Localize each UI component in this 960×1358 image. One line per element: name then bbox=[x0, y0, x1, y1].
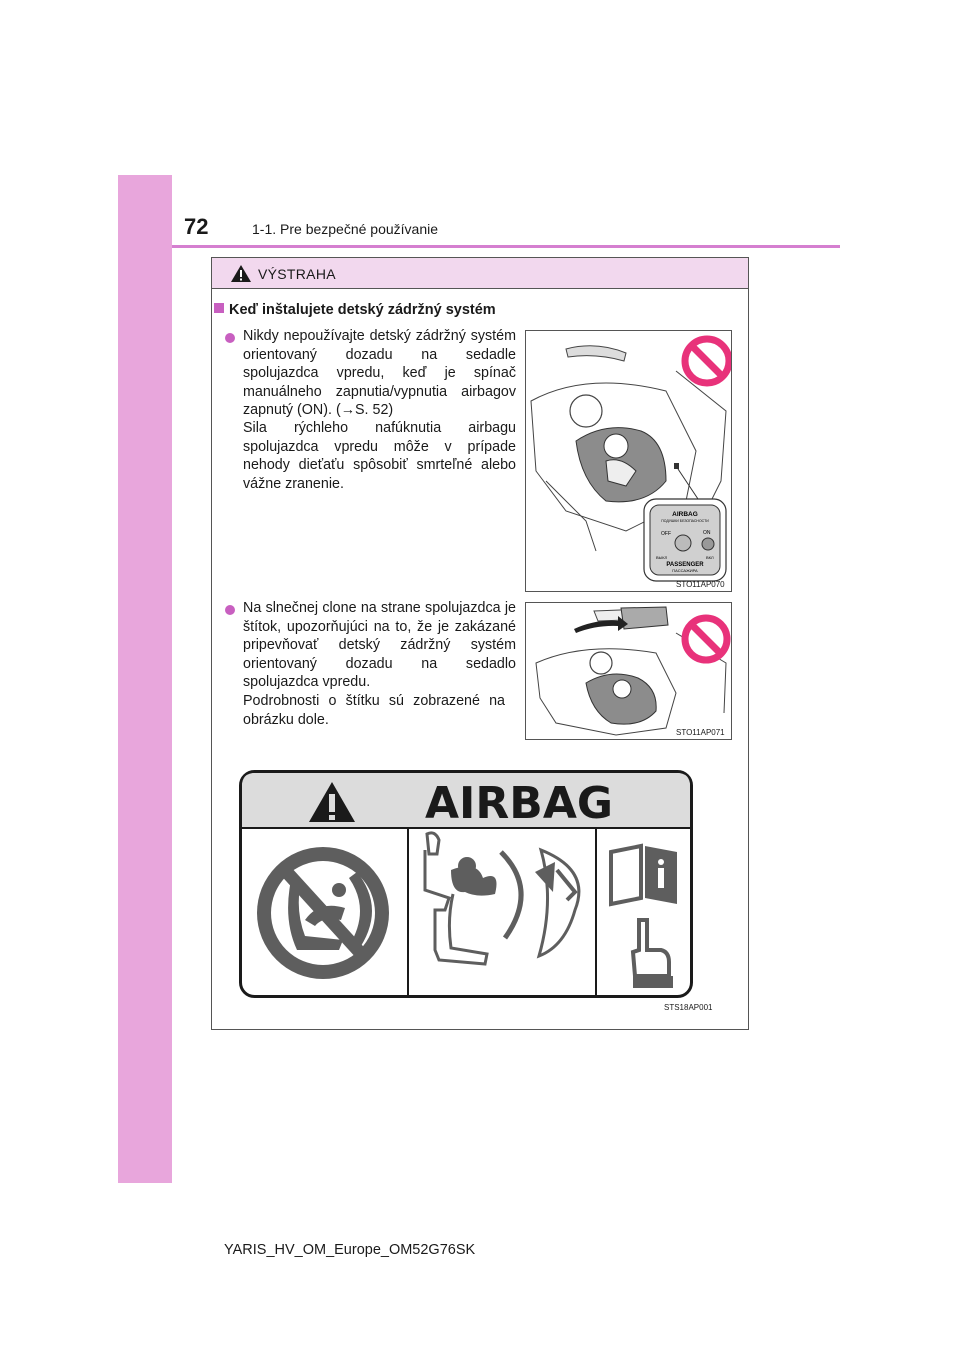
no-rear-facing-seat-icon bbox=[257, 847, 389, 979]
figure2-code: STO11AP071 bbox=[676, 728, 725, 737]
warning-subheading-text: Keď inštalujete detský zádržný systém bbox=[229, 302, 496, 318]
warning-subheading bbox=[214, 302, 496, 318]
switch-label-off: OFF bbox=[661, 531, 671, 537]
airbag-label-title: AIRBAG bbox=[424, 778, 614, 829]
bullet-dot-icon bbox=[225, 333, 235, 343]
bullet2-text: Na slnečnej clone na strane spolujazdca je štítok, upozorňujúci na to, že je zakázané pripevňovať detský zádržný systém orientovaný dozadu na sedadlo spolujazdca vpredu. bbox=[243, 600, 516, 690]
airbag-warning-label bbox=[239, 770, 693, 998]
bullet1-text: Nikdy nepoužívajte detský zádržný systém orientovaný dozadu na sedadle spolujazdca vpredu, keď je spínač manuálneho zapnutia/vypnutia airbagov zapnutý (ON). (→S. 52) bbox=[243, 328, 516, 418]
bullet2-note: Podrobnosti o štítku sú zobrazené na obrázku dole. bbox=[243, 693, 505, 728]
warning-title: VÝSTRAHA bbox=[258, 266, 336, 282]
header-rule bbox=[172, 245, 840, 248]
chapter-side-tab bbox=[118, 175, 172, 1183]
switch-label-airbag-ru: ПОДУШКИ БЕЗОПАСНОСТИ bbox=[661, 519, 709, 523]
section-title: 1-1. Pre bezpečné používanie bbox=[252, 221, 439, 237]
warning-header bbox=[212, 258, 748, 289]
figure-child-seat-warning bbox=[525, 330, 732, 592]
switch-label-on: ON bbox=[703, 530, 711, 536]
square-bullet-icon bbox=[214, 303, 224, 313]
switch-label-on-ru: ВКЛ bbox=[706, 555, 714, 560]
page-number: 72 bbox=[184, 214, 209, 239]
switch-label-airbag: AIRBAG bbox=[672, 511, 698, 518]
bullet1-continuation: Sila rýchleho nafúknutia airbagu spolujazdca vpredu môže v prípade nehody dieťaťu spôsobiť smrteľné alebo vážne zranenie. bbox=[243, 420, 516, 492]
bullet-dot-icon bbox=[225, 605, 235, 615]
footer-document-id: YARIS_HV_OM_Europe_OM52G76SK bbox=[224, 1242, 476, 1258]
figure1-code: STO11AP070 bbox=[676, 580, 725, 589]
switch-label-passenger-ru: ПАССАЖИРА bbox=[672, 568, 698, 573]
figure-sunvisor-label bbox=[525, 602, 732, 740]
sunvisor-illustration bbox=[526, 603, 731, 739]
switch-label-passenger: PASSENGER bbox=[666, 562, 704, 568]
airbag-label-graphic bbox=[239, 770, 693, 998]
warning-triangle-icon bbox=[230, 264, 252, 283]
switch-label-off-ru: ВЫКЛ bbox=[656, 555, 668, 560]
car-interior-illustration bbox=[526, 331, 731, 591]
label-figure-code: STS18AP001 bbox=[664, 1003, 713, 1012]
